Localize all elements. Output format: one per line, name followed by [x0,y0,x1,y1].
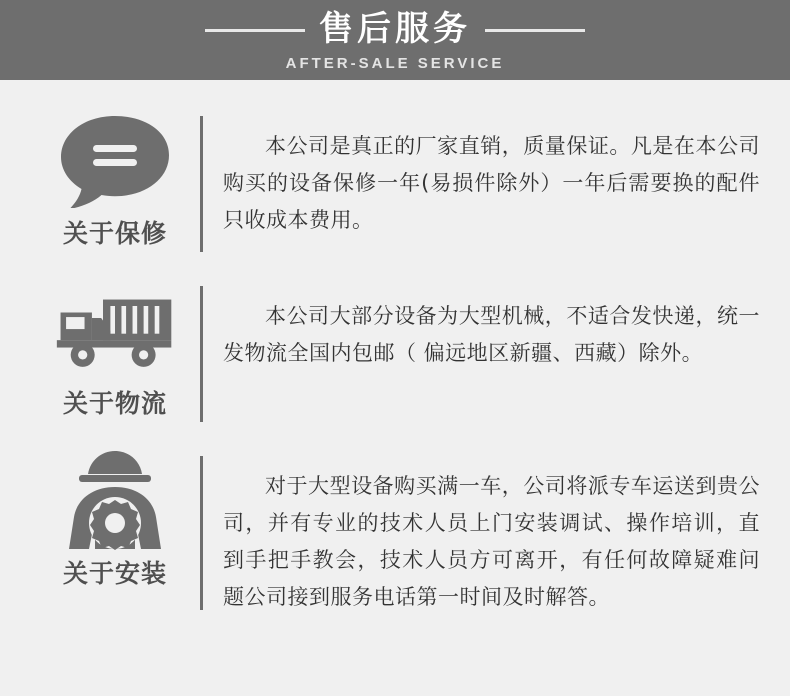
section-warranty [0,98,790,268]
icon-column [40,280,190,420]
text-column [223,450,760,616]
page-header [0,0,790,80]
section-label-logistics: 关于物流 [62,389,167,418]
truck-icon [55,280,175,380]
speech-bubble-icon [55,110,175,210]
section-divider [200,286,203,422]
page-title: 售后服务 [319,9,471,49]
section-logistics [0,268,790,438]
header-rule-left [205,29,305,32]
header-inner [0,0,790,80]
section-label-warranty: 关于保修 [62,219,167,248]
section-text-logistics: 本公司大部分设备为大型机械，不适合发快递，统一发物流全国内包邮（ 偏远地区新疆、西藏）除外。 [223,304,760,365]
content-area [0,80,790,626]
icon-column [40,450,190,590]
section-text-installation: 对于大型设备购买满一车，公司将派专车运送到贵公司，并有专业的技术人员上门安装调试、操作培训，直到手把手教会，技术人员方可离开，有任何故障疑难问题公司接到服务电话第一时间及时解答。 [223,474,760,609]
section-installation [0,438,790,626]
page-subtitle: AFTER-SALE SERVICE [285,55,505,72]
section-text-warranty: 本公司是真正的厂家直销，质量保证。凡是在本公司购买的设备保修一年(易损件除外）一年后需要换的配件只收成本费用。 [223,134,760,232]
header-rule-right [485,29,585,32]
title-row [191,10,599,48]
worker-gear-icon [55,450,175,550]
icon-column [40,110,190,250]
section-divider [200,116,203,252]
section-label-installation: 关于安装 [62,559,167,588]
text-column [223,110,760,239]
section-divider [200,456,203,610]
text-column [223,280,760,372]
